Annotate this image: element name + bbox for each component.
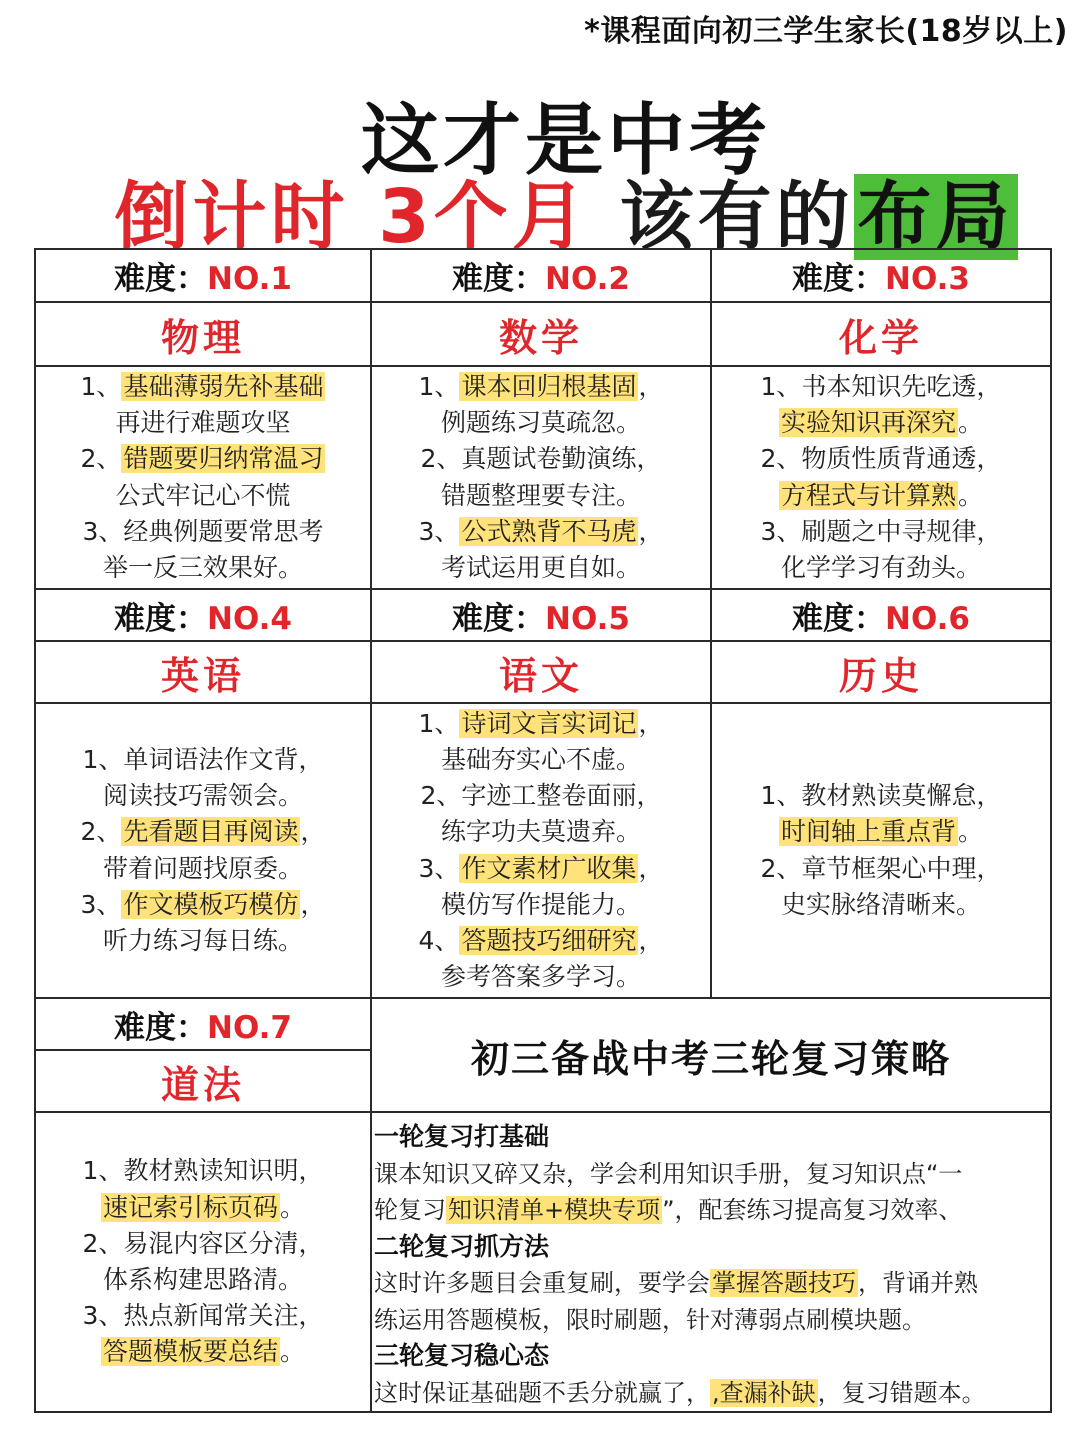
tip-text: 参考答案多学习。 bbox=[440, 962, 641, 992]
highlight: 方程式与计算熟 bbox=[780, 480, 956, 510]
tip-text: ， bbox=[638, 853, 664, 883]
difficulty-cell: 难度：NO.4 bbox=[35, 589, 371, 641]
tip-text: ， bbox=[638, 708, 664, 738]
subtitle-part-should: 该有的 bbox=[619, 174, 854, 260]
tip-line bbox=[36, 1298, 370, 1334]
subject-name: 语文 bbox=[371, 641, 711, 703]
tip-line bbox=[372, 405, 710, 441]
tip-line bbox=[36, 478, 370, 514]
tip-line bbox=[712, 851, 1050, 887]
tip-text: 2、 bbox=[80, 444, 122, 474]
tip-line bbox=[372, 851, 710, 887]
tip-line bbox=[36, 405, 370, 441]
tip-text: 模仿写作提能力。 bbox=[440, 889, 641, 919]
subject-tips bbox=[711, 703, 1051, 998]
round3-heading: 三轮复习稳心态 bbox=[374, 1341, 550, 1370]
tip-text: 2、真题试卷勤演练， bbox=[420, 444, 662, 474]
tip-line bbox=[36, 1153, 370, 1189]
tip-line bbox=[372, 814, 710, 850]
tip-line bbox=[36, 1226, 370, 1262]
highlight: 课本回归根基固 bbox=[461, 371, 637, 401]
tip-text: ， bbox=[638, 371, 664, 401]
page-title: 这才是中考 bbox=[360, 96, 771, 186]
highlight: 答题模板要总结 bbox=[102, 1337, 278, 1367]
tip-line bbox=[36, 1262, 370, 1298]
subject-tips bbox=[711, 366, 1051, 589]
tip-line bbox=[372, 887, 710, 923]
tip-line bbox=[712, 514, 1050, 550]
tip-text: 3、经典例题要常思考 bbox=[82, 516, 324, 546]
tip-text: 2、 bbox=[80, 817, 122, 847]
highlight: 实验知识再深究 bbox=[780, 408, 956, 438]
highlight: 作文素材广收集 bbox=[461, 853, 637, 883]
highlight: 诗词文言实词记 bbox=[461, 708, 637, 738]
highlight: 掌握答题技巧 bbox=[712, 1269, 856, 1297]
subject-name: 道法 bbox=[35, 1050, 371, 1112]
subject-tips bbox=[35, 1112, 371, 1412]
highlight: 答题技巧细研究 bbox=[461, 925, 637, 955]
tip-line bbox=[712, 478, 1050, 514]
tip-text: 3、 bbox=[80, 889, 122, 919]
round3-text-line1: 这时保证基础题不丢分就赢了，,查漏补缺，复习错题本。 bbox=[374, 1378, 986, 1407]
tip-line bbox=[372, 959, 710, 995]
tip-line bbox=[372, 441, 710, 477]
subject-name: 数学 bbox=[371, 302, 711, 366]
subtitle-part-months: 3个月 bbox=[378, 174, 590, 260]
tip-text: ， bbox=[300, 817, 326, 847]
tip-text: 2、物质性质背通透， bbox=[760, 444, 1002, 474]
tip-text: 1、 bbox=[418, 708, 460, 738]
tip-text: 2、易混内容区分清， bbox=[82, 1228, 324, 1258]
highlight: 时间轴上重点背 bbox=[780, 817, 956, 847]
subject-grid bbox=[34, 248, 1052, 1413]
tip-text: 。 bbox=[280, 1337, 306, 1367]
subtitle-part-countdown: 倒计时 bbox=[114, 174, 349, 260]
tip-line bbox=[372, 923, 710, 959]
difficulty-cell: 难度：NO.2 bbox=[371, 249, 711, 302]
round1-heading: 一轮复习打基础 bbox=[374, 1122, 550, 1151]
tip-line bbox=[712, 441, 1050, 477]
highlight: 速记索引标页码 bbox=[102, 1192, 278, 1222]
tip-line bbox=[36, 887, 370, 923]
tip-text: 3、热点新闻常关注， bbox=[82, 1301, 324, 1331]
tip-text: 。 bbox=[280, 1192, 306, 1222]
subject-name: 英语 bbox=[35, 641, 371, 703]
tip-line bbox=[36, 550, 370, 586]
tip-line bbox=[712, 778, 1050, 814]
subject-name: 历史 bbox=[711, 641, 1051, 703]
tip-text: 公式牢记心不慌 bbox=[115, 480, 291, 510]
tip-text: 体系构建思路清。 bbox=[102, 1265, 303, 1294]
tip-text: 1、教材熟读知识明， bbox=[82, 1156, 324, 1186]
tip-text: 4、 bbox=[418, 925, 460, 955]
round2-heading: 二轮复习抓方法 bbox=[374, 1231, 550, 1261]
subject-name: 物理 bbox=[35, 302, 371, 366]
subject-name: 化学 bbox=[711, 302, 1051, 366]
difficulty-cell: 难度：NO.3 bbox=[711, 249, 1051, 302]
highlight: 基础薄弱先补基础 bbox=[123, 371, 324, 401]
tip-line bbox=[372, 550, 710, 586]
difficulty-cell: 难度：NO.5 bbox=[371, 589, 711, 641]
tip-text: 1、教材熟读莫懈怠， bbox=[760, 781, 1002, 811]
tip-text: 考试运用更自如。 bbox=[440, 552, 641, 582]
tip-line bbox=[712, 814, 1050, 850]
tip-line bbox=[36, 778, 370, 814]
tip-text: ， bbox=[638, 925, 664, 955]
tip-text: 史实脉络清晰来。 bbox=[780, 889, 981, 919]
difficulty-cell: 难度：NO.6 bbox=[711, 589, 1051, 641]
tip-text: 阅读技巧需领会。 bbox=[102, 781, 303, 811]
strategy-title-cell bbox=[371, 998, 1051, 1112]
tip-text: 。 bbox=[958, 408, 984, 438]
tip-line bbox=[36, 923, 370, 959]
tip-text: 1、单词语法作文背， bbox=[82, 744, 324, 774]
tip-text: 举一反三效果好。 bbox=[102, 552, 303, 582]
tip-line bbox=[712, 405, 1050, 441]
tip-text: 3、 bbox=[418, 853, 460, 883]
strategy-content bbox=[371, 1112, 1051, 1412]
difficulty-cell: 难度：NO.1 bbox=[35, 249, 371, 302]
subject-tips bbox=[371, 366, 711, 589]
subject-tips bbox=[35, 703, 371, 998]
tip-line bbox=[36, 814, 370, 850]
tip-line bbox=[372, 778, 710, 814]
tip-text: 1、书本知识先吃透， bbox=[760, 371, 1002, 401]
tip-text: 带着问题找原委。 bbox=[102, 853, 303, 883]
subtitle-part-layout: 布局 bbox=[854, 174, 1018, 260]
round1-text-line1: 课本知识又碎又杂，学会利用知识手册，复习知识点“一 bbox=[374, 1159, 963, 1188]
tip-line bbox=[36, 1190, 370, 1226]
strategy-title: 初三备战中考三轮复习策略 bbox=[470, 1036, 951, 1081]
highlight: 先看题目再阅读 bbox=[123, 817, 299, 847]
tip-text: 3、 bbox=[418, 516, 460, 546]
tip-line bbox=[36, 1334, 370, 1370]
tip-text: 例题练习莫疏忽。 bbox=[440, 408, 641, 438]
tip-text: 2、章节框架心中理， bbox=[760, 853, 1002, 883]
highlight: 公式熟背不马虎 bbox=[461, 516, 637, 546]
tip-text: 3、刷题之中寻规律， bbox=[760, 516, 1002, 546]
tip-text: 听力练习每日练。 bbox=[102, 925, 303, 955]
highlight: 错题要归纳常温习 bbox=[123, 444, 324, 474]
highlight: 知识清单+模块专项 bbox=[448, 1196, 661, 1224]
round1-text-line2: 轮复习知识清单+模块专项”，配套练习提高复习效率、 bbox=[374, 1196, 963, 1224]
tip-line bbox=[372, 478, 710, 514]
tip-text: 1、 bbox=[418, 371, 460, 401]
tip-line bbox=[372, 706, 710, 742]
tip-line bbox=[36, 369, 370, 405]
highlight: 作文模板巧模仿 bbox=[123, 889, 299, 919]
tip-line bbox=[372, 514, 710, 550]
round2-text-line2: 练运用答题模板，限时刷题，针对薄弱点刷模块题。 bbox=[374, 1305, 926, 1334]
subject-tips bbox=[35, 366, 371, 589]
difficulty-cell: 难度：NO.7 bbox=[35, 998, 371, 1050]
tip-line bbox=[36, 851, 370, 887]
tip-text: 。 bbox=[958, 480, 984, 510]
tip-text: 1、 bbox=[80, 371, 122, 401]
tip-line bbox=[712, 887, 1050, 923]
tip-text: 练字功夫莫遗弃。 bbox=[440, 817, 641, 847]
tip-line bbox=[372, 742, 710, 778]
round2-text-line1: 这时许多题目会重复刷，要学会掌握答题技巧，背诵并熟 bbox=[374, 1269, 978, 1297]
tip-text: 2、字迹工整卷面丽， bbox=[420, 781, 662, 811]
tip-text: 再进行难题攻坚 bbox=[115, 408, 291, 438]
tip-line bbox=[712, 369, 1050, 405]
tip-line bbox=[36, 742, 370, 778]
tip-text: 错题整理要专注。 bbox=[440, 480, 641, 510]
tip-line bbox=[712, 550, 1050, 586]
subject-tips bbox=[371, 703, 711, 998]
tip-line bbox=[36, 441, 370, 477]
tip-line bbox=[36, 514, 370, 550]
tip-line bbox=[372, 369, 710, 405]
tip-text: 化学学习有劲头。 bbox=[780, 552, 981, 582]
tip-text: ， bbox=[300, 889, 326, 919]
tip-text: 基础夯实心不虚。 bbox=[440, 744, 641, 774]
audience-note: *课程面向初三学生家长(18岁以上) bbox=[584, 14, 1068, 49]
tip-text: 。 bbox=[958, 817, 984, 847]
highlight: ,查漏补缺 bbox=[712, 1378, 816, 1407]
tip-text: ， bbox=[638, 516, 664, 546]
